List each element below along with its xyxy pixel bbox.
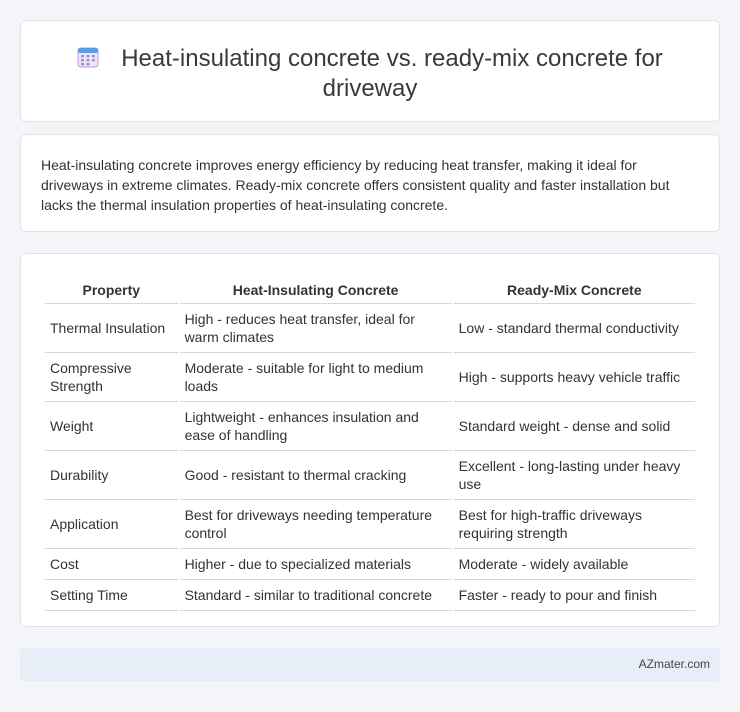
table-row [45, 580, 695, 611]
page-title-wrap [21, 44, 719, 104]
table-cell: High - supports heavy vehicle traffic [454, 353, 695, 402]
table-cell: Higher - due to specialized materials [180, 549, 452, 580]
table-cell: High - reduces heat transfer, ideal for warm climates [180, 304, 452, 353]
table-cell: Standard - similar to traditional concrete [180, 580, 452, 611]
table-cell: Moderate - widely available [454, 549, 695, 580]
table-cell: Best for driveways needing temperature control [180, 500, 452, 549]
page-title: Heat-insulating concrete vs. ready-mix concrete for driveway [121, 45, 663, 102]
table-cell: Thermal Insulation [45, 304, 178, 353]
table-cell: Standard weight - dense and solid [454, 402, 695, 451]
table-row [45, 304, 695, 353]
table-cell: Weight [45, 402, 178, 451]
table-row [45, 549, 695, 580]
table-cell: Lightweight - enhances insulation and ease of handling [180, 402, 452, 451]
column-header: Property [45, 276, 178, 304]
table-cell: Moderate - suitable for light to medium loads [180, 353, 452, 402]
table-cell: Application [45, 500, 178, 549]
table-header-row [45, 276, 695, 304]
summary-text: Heat-insulating concrete improves energy efficiency by reducing heat transfer, making it ideal for driveways in extreme climates. Ready-mix concrete offers consistent quality and faster installation but lacks the thermal insulation properties of heat-insulating concrete. [41, 157, 670, 213]
footer-bar [20, 648, 720, 681]
table-cell: Excellent - long-lasting under heavy use [454, 451, 695, 500]
table-cell: Faster - ready to pour and finish [454, 580, 695, 611]
table-row [45, 353, 695, 402]
column-header: Heat-Insulating Concrete [180, 276, 452, 304]
table-cell: Cost [45, 549, 178, 580]
table-row [45, 402, 695, 451]
title-card [20, 20, 720, 122]
calendar-icon [77, 46, 99, 68]
comparison-table [43, 276, 697, 611]
table-row [45, 500, 695, 549]
table-cell: Setting Time [45, 580, 178, 611]
table-cell: Compressive Strength [45, 353, 178, 402]
footer-brand: AZmater.com [638, 657, 710, 671]
table-row [45, 451, 695, 500]
table-cell: Best for high-traffic driveways requiring strength [454, 500, 695, 549]
column-header: Ready-Mix Concrete [454, 276, 695, 304]
comparison-card [20, 253, 720, 627]
summary-card [20, 134, 720, 232]
table-cell: Low - standard thermal conductivity [454, 304, 695, 353]
table-cell: Good - resistant to thermal cracking [180, 451, 452, 500]
table-cell: Durability [45, 451, 178, 500]
